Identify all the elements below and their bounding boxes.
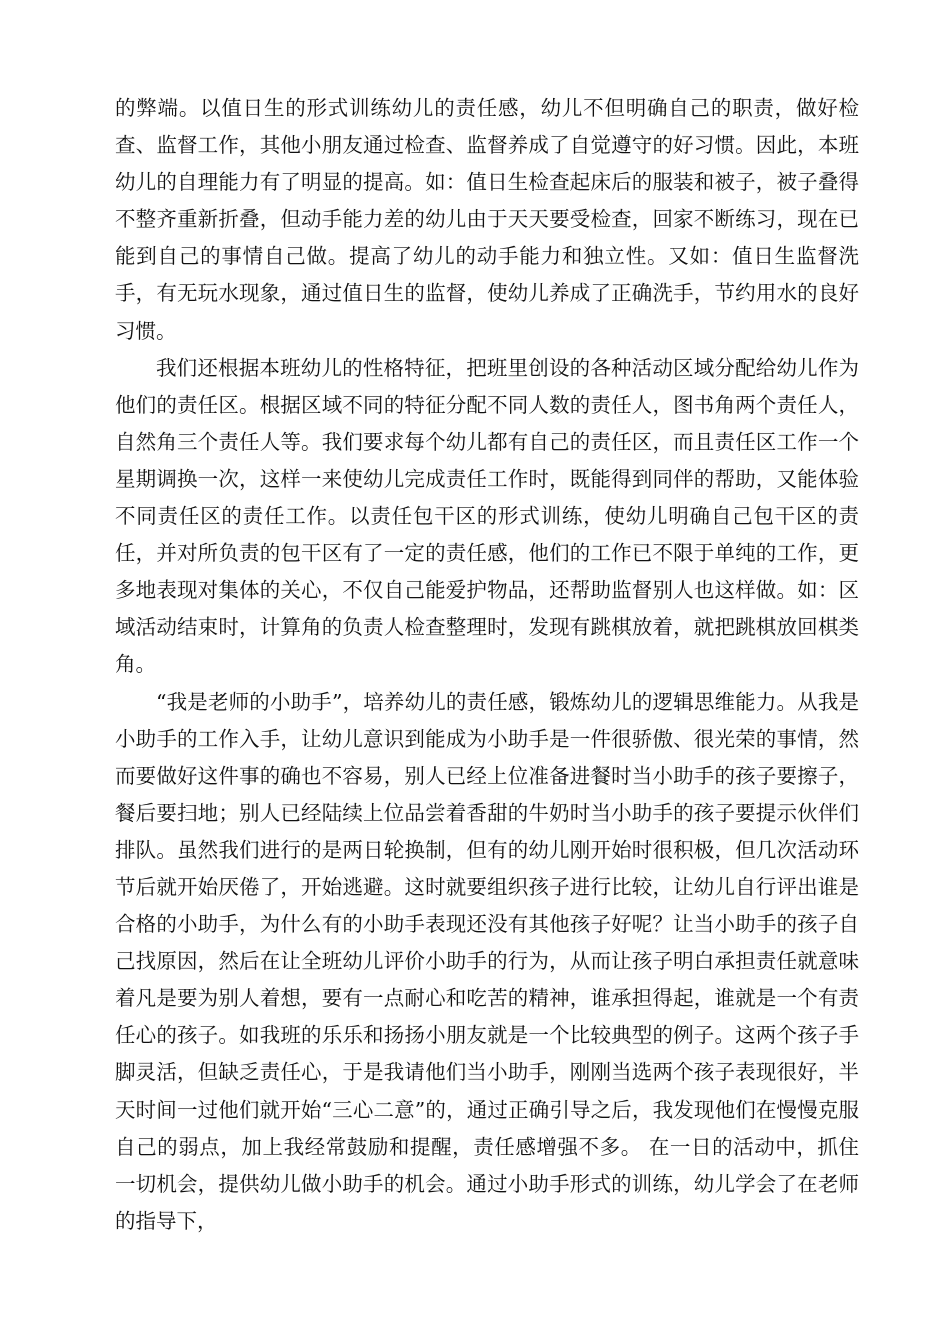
- paragraph-2: 我们还根据本班幼儿的性格特征，把班里创设的各种活动区域分配给幼儿作为他们的责任区。根据区域不同的特征分配不同人数的责任人，图书角两个责任人，自然角三个责任人等。我们要求每个幼儿都有自己的责任区，而且责任区工作一个星期调换一次，这样一来使幼儿完成责任工作时，既能得到同伴的帮助，又能体验不同责任区的责任工作。以责任包干区的形式训练，使幼儿明确自己包干区的责任，并对所负责的包干区有了一定的责任感，他们的工作已不限于单纯的工作，更多地表现对集体的关心，不仅自己能爱护物品，还帮助监督别人也这样做。如：区域活动结束时，计算角的负责人检查整理时，发现有跳棋放着，就把跳棋放回棋类角。: [115, 355, 859, 677]
- body-text: [115, 90, 859, 1240]
- paragraph-3: “我是老师的小助手”，培养幼儿的责任感，锻炼幼儿的逻辑思维能力。从我是小助手的工作入手，让幼儿意识到能成为小助手是一件很骄傲、很光荣的事情，然而要做好这件事的确也不容易，别人已经上位准备进餐时当小助手的孩子要擦子，餐后要扫地；别人已经陆续上位品尝着香甜的牛奶时当小助手的孩子要提示伙伴们排队。虽然我们进行的是两日轮换制，但有的幼儿刚开始时很积极，但几次活动环节后就开始厌倦了，开始逃避。这时就要组织孩子进行比较，让幼儿自行评出谁是合格的小助手，为什么有的小助手表现还没有其他孩子好呢？让当小助手的孩子自己找原因，然后在让全班幼儿评价小助手的行为，从而让孩子明白承担责任就意味着凡是要为别人着想，要有一点耐心和吃苦的精神，谁承担得起，谁就是一个有责任心的孩子。如我班的乐乐和扬扬小朋友就是一个比较典型的例子。这两个孩子手脚灵活，但缺乏责任心，于是我请他们当小助手，刚刚当选两个孩子表现很好，半天时间一过他们就开始“三心二意”的，通过正确引导之后，我发现他们在慢慢克服自己的弱点，加上我经常鼓励和提醒，责任感增强不多。 在一日的活动中，抓住一切机会，提供幼儿做小助手的机会。通过小助手形式的训练，幼儿学会了在老师的指导下，: [115, 689, 859, 1233]
- paragraph-1: 的弊端。以值日生的形式训练幼儿的责任感，幼儿不但明确自己的职责，做好检查、监督工作，其他小朋友通过检查、监督养成了自觉遵守的好习惯。因此，本班幼儿的自理能力有了明显的提高。如：值日生检查起床后的服装和被子，被子叠得不整齐重新折叠，但动手能力差的幼儿由于天天要受检查，回家不断练习，现在已能到自己的事情自己做。提高了幼儿的动手能力和独立性。又如：值日生监督洗手，有无玩水现象，通过值日生的监督，使幼儿养成了正确洗手，节约用水的良好习惯。: [115, 96, 859, 343]
